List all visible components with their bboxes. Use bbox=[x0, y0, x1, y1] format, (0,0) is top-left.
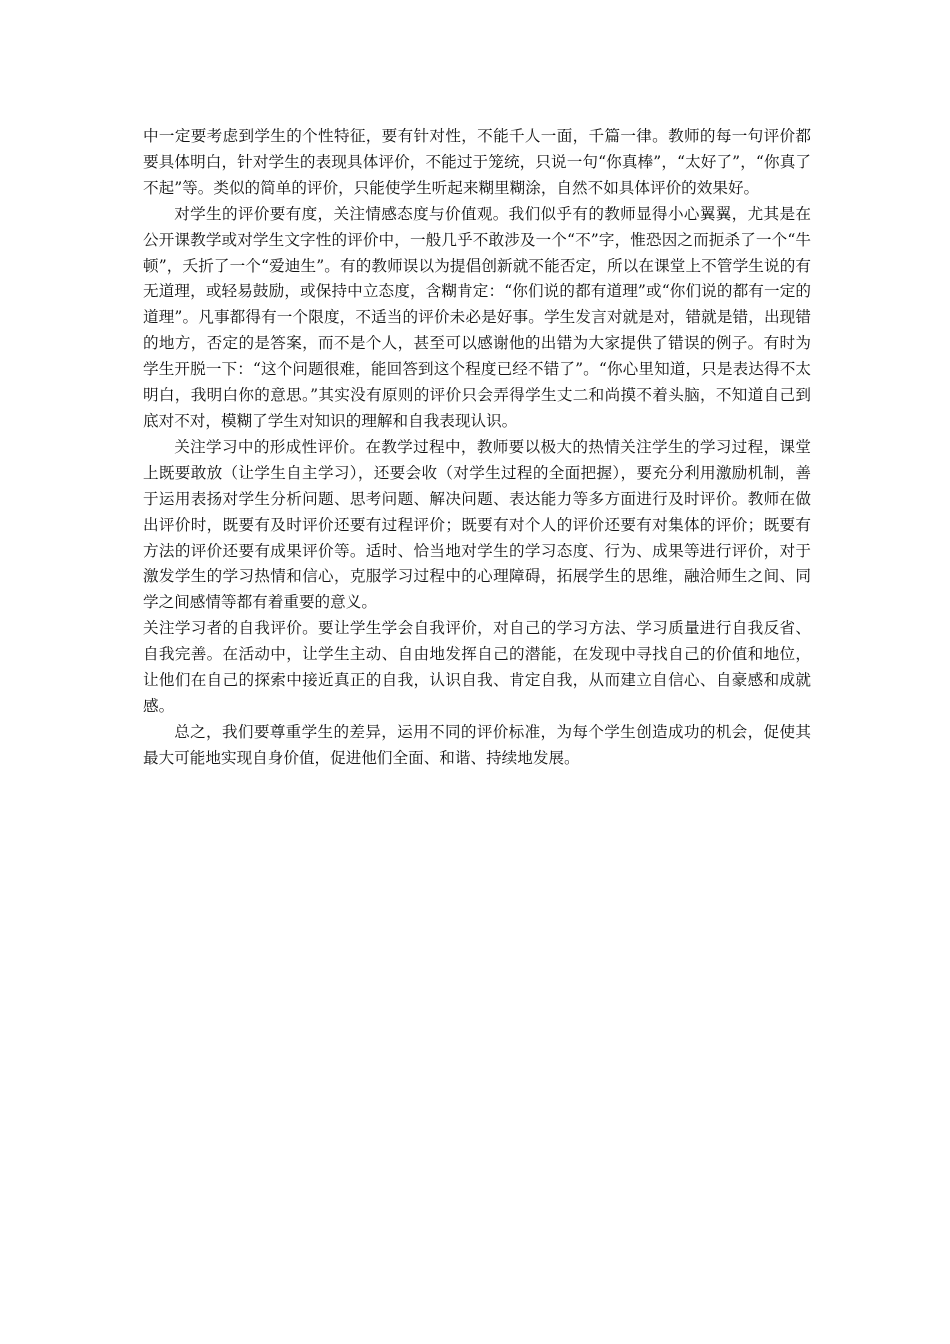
paragraph-3: 关注学习中的形成性评价。在教学过程中，教师要以极大的热情关注学生的学习过程，课堂上既要敢放（让学生自主学习），还要会收（对学生过程的全面把握），要充分利用激励机制，善于运用表扬对学生分析问题、思考问题、解决问题、表达能力等多方面进行及时评价。教师在做出评价时，既要有及时评价还要有过程评价；既要有对个人的评价还要有对集体的评价；既要有方法的评价还要有成果评价等。适时、恰当地对学生的学习态度、行为、成果等进行评价，对于激发学生的学习热情和信心，克服学习过程中的心理障碍，拓展学生的思维，融洽师生之间、同学之间感情等都有着重要的意义。 bbox=[143, 437, 811, 612]
paragraph-4: 关注学习者的自我评价。要让学生学会自我评价，对自己的学习方法、学习质量进行自我反省、自我完善。在活动中，让学生主动、自由地发挥自己的潜能，在发现中寻找自己的价值和地位，让他们在自己的探索中接近真正的自我，认识自我、肯定自我，从而建立自信心、自豪感和成就感。 bbox=[143, 619, 811, 715]
paragraph-1: 中一定要考虑到学生的个性特征，要有针对性，不能千人一面，千篇一律。教师的每一句评价都要具体明白，针对学生的表现具体评价，不能过于笼统，只说一句“你真棒”，“太好了”，“你真了不起”等。类似的简单的评价，只能使学生听起来糊里糊涂，自然不如具体评价的效果好。 bbox=[143, 127, 811, 197]
paragraph-5: 总之，我们要尊重学生的差异，运用不同的评价标准，为每个学生创造成功的机会，促使其最大可能地实现自身价值，促进他们全面、和谐、持续地发展。 bbox=[143, 722, 811, 767]
document-page bbox=[143, 124, 811, 772]
paragraph-2: 对学生的评价要有度，关注情感态度与价值观。我们似乎有的教师显得小心翼翼，尤其是在公开课教学或对学生文字性的评价中，一般几乎不敢涉及一个“不”字，惟恐因之而扼杀了一个“牛顿”，夭折了一个“爱迪生”。有的教师误以为提倡创新就不能否定，所以在课堂上不管学生说的有无道理，或轻易鼓励，或保持中立态度，含糊肯定：“你们说的都有道理”或“你们说的都有一定的道理”。凡事都得有一个限度，不适当的评价未必是好事。学生发言对就是对，错就是错，出现错的地方，否定的是答案，而不是个人，甚至可以感谢他的出错为大家提供了错误的例子。有时为学生开脱一下：“这个问题很难，能回答到这个程度已经不错了”。“你心里知道，只是表达得不太明白，我明白你的意思。”其实没有原则的评价只会弄得学生丈二和尚摸不着头脑，不知道自己到底对不对，模糊了学生对知识的理解和自我表现认识。 bbox=[143, 204, 811, 430]
